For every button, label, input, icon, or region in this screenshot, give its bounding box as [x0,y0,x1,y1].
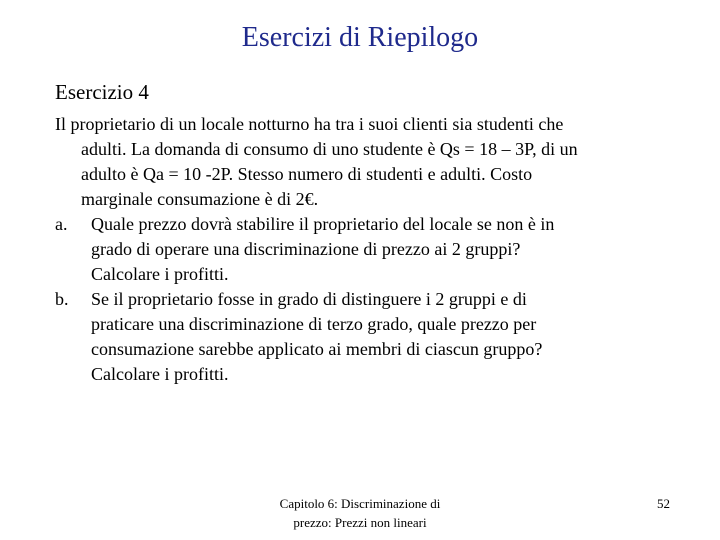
slide-title: Esercizi di Riepilogo [241,22,479,53]
list-marker: a. [55,214,68,234]
page-number: 52 [657,496,670,511]
exercise-intro [55,112,665,212]
question-line: Calcolare i profitti. [91,264,229,284]
question-line: consumazione sarebbe applicato ai membri di ciascun gruppo? [91,339,543,359]
footer-caption [262,494,458,532]
intro-line: adulto è Qa = 10 -2P. Stesso numero di studenti e adulti. Costo [81,164,533,184]
intro-line: adulti. La domanda di consumo di uno studente è Qs = 18 – 3P, di un [81,139,578,159]
footer-line: prezzo: Prezzi non lineari [293,515,427,530]
question-line: Se il proprietario fosse in grado di distinguere i 2 gruppi e di [91,289,527,309]
exercise-heading: Esercizio 4 [55,80,149,104]
question-line: praticare una discriminazione di terzo grado, quale prezzo per [91,314,537,334]
intro-line: marginale consumazione è di 2€. [81,189,319,209]
question-line: grado di operare una discriminazione di prezzo ai 2 gruppi? [91,239,521,259]
question-b [55,287,665,387]
intro-line: Il proprietario di un locale notturno ha tra i suoi clienti sia studenti che [55,114,564,134]
question-a [55,212,665,287]
question-line: Calcolare i profitti. [91,364,229,384]
question-line: Quale prezzo dovrà stabilire il proprietario del locale se non è in [91,214,555,234]
footer-line: Capitolo 6: Discriminazione di [279,496,441,511]
list-marker: b. [55,289,69,309]
exercise-body [55,112,665,387]
